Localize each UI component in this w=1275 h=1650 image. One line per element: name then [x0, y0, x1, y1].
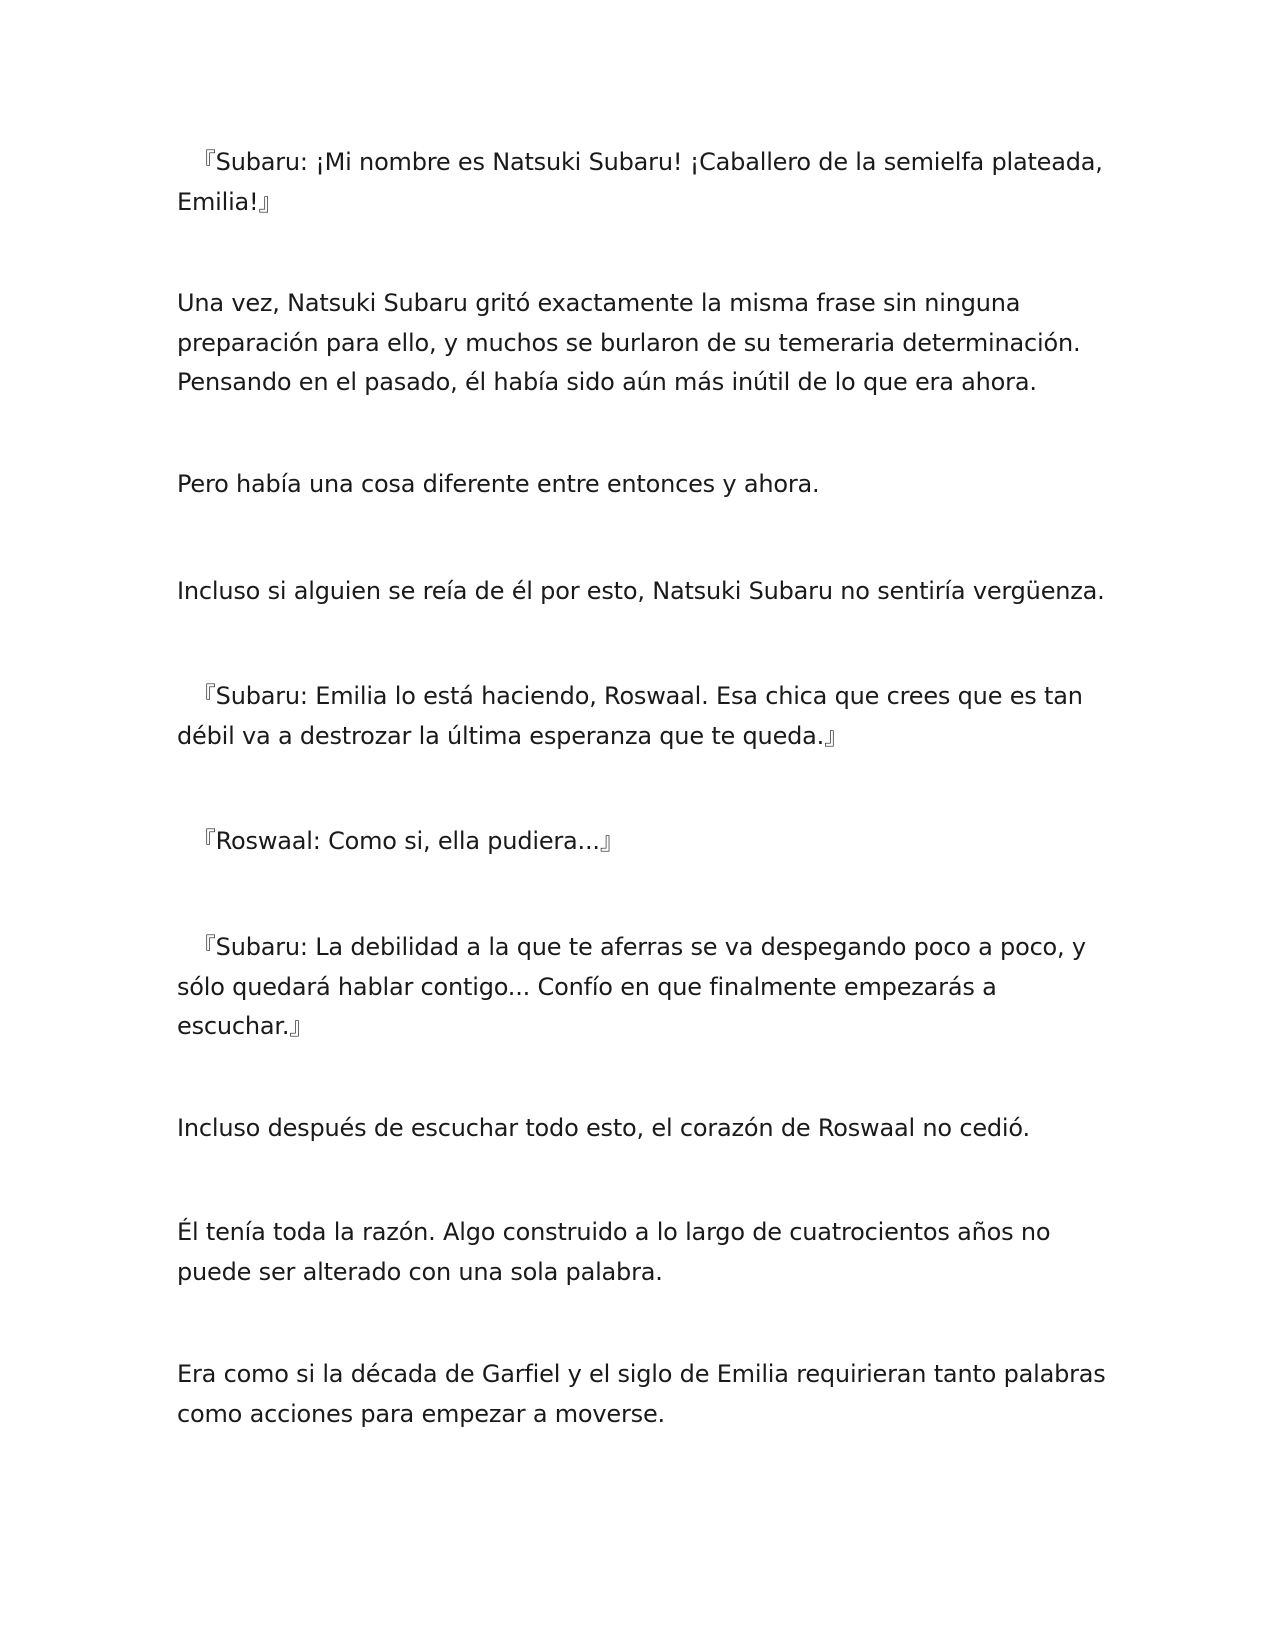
dialogue-paragraph: 『Roswaal: Como si, ella pudiera...』 [177, 827, 624, 855]
dialogue-paragraph: 『Subaru: Emilia lo está haciendo, Roswaal. Esa chica que crees que es tan débil va a destrozar la última esperanza que te queda.』 [177, 682, 1083, 750]
narration-paragraph: Una vez, Natsuki Subaru gritó exactamente la misma frase sin ninguna preparación para ello, y muchos se burlaron de su temeraria determinación. Pensando en el pasado, él había sido aún más inútil de lo que era ahora. [177, 289, 1081, 396]
narration-paragraph: Pero había una cosa diferente entre entonces y ahora. [177, 470, 820, 498]
narration-paragraph: Era como si la década de Garfiel y el siglo de Emilia requirieran tanto palabras como acciones para empezar a moverse. [177, 1360, 1106, 1428]
narration-paragraph: Incluso después de escuchar todo esto, el corazón de Roswaal no cedió. [177, 1114, 1030, 1142]
narration-paragraph: Él tenía toda la razón. Algo construido a lo largo de cuatrocientos años no puede ser alterado con una sola palabra. [177, 1218, 1051, 1286]
dialogue-paragraph: 『Subaru: ¡Mi nombre es Natsuki Subaru! ¡Caballero de la semielfa plateada, Emilia!』 [177, 148, 1103, 216]
narration-paragraph: Incluso si alguien se reía de él por esto, Natsuki Subaru no sentiría vergüenza. [177, 577, 1105, 605]
dialogue-paragraph: 『Subaru: La debilidad a la que te aferras se va despegando poco a poco, y sólo quedará hablar contigo... Confío en que finalmente empezarás a escuchar.』 [177, 933, 1086, 1040]
